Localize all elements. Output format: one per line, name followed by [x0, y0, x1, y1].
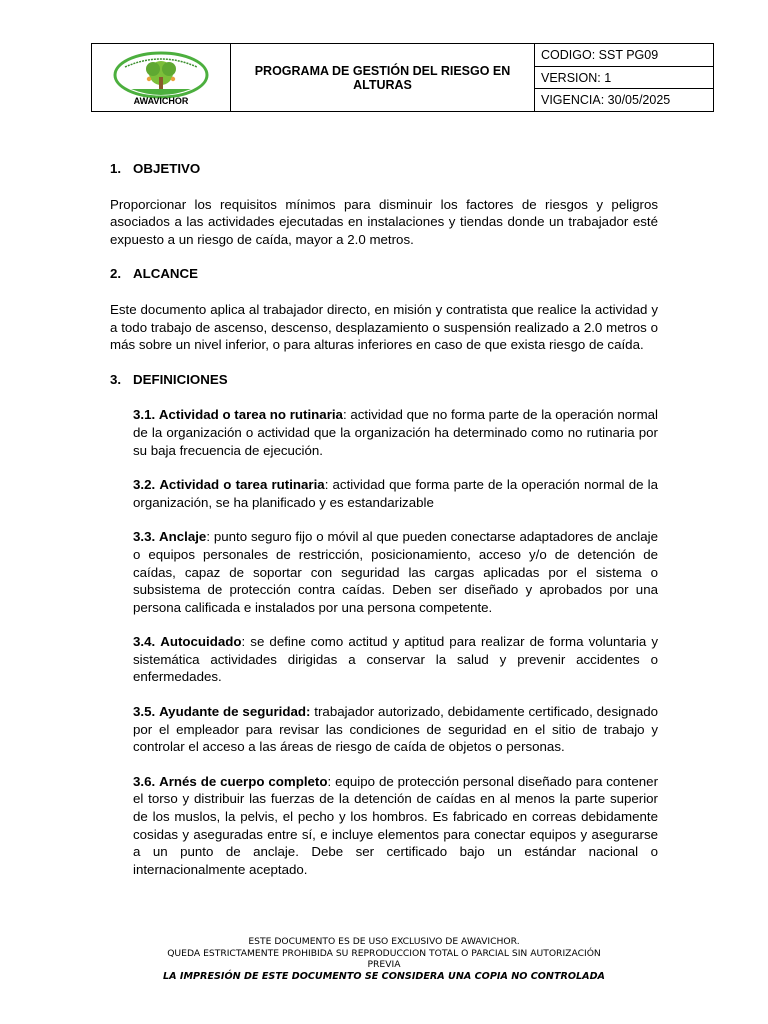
- footer-line: PREVIA: [367, 959, 401, 970]
- definition-item: 3.2. Actividad o tarea rutinaria: actividad que forma parte de la operación normal de la organización, se ha planificado y es estandarizable: [133, 477, 658, 510]
- section-heading-objetivo: 1. OBJETIVO: [110, 161, 201, 176]
- definition-item: 3.6. Arnés de cuerpo completo: equipo de protección personal diseñado para contener el torso y distribuir las fuerzas de la detención de caídas en al menos la parte superior de los muslos, la pelvis, el pecho y los hombros. Es fabricado en correas debidamente cosidas y aseguradas entre sí, e incluye elementos para conectar equipos y asegurarse a un punto de anclaje. Debe ser certificado bajo un estándar nacional o internacionalmente aceptado.: [133, 773, 658, 877]
- definition-item: 3.4. Autocuidado: se define como actitud y aptitud para realizar de forma voluntaria y sistemática actividades dirigidas a conservar la salud y prevenir accidentes o enfermedades.: [133, 634, 658, 685]
- definition-item: 3.1. Actividad o tarea no rutinaria: actividad que no forma parte de la operación normal de la organización o actividad que la organización ha determinado como no rutinaria por su baja frecuencia de ejecución.: [133, 407, 659, 458]
- version-field: VERSION: 1: [535, 67, 713, 90]
- definition-term: Actividad o tarea no rutinaria: [158, 407, 343, 423]
- logo-cell: [92, 44, 231, 111]
- section-heading-definiciones: 3. DEFINICIONES: [110, 371, 228, 387]
- footer-line: QUEDA ESTRICTAMENTE PROHIBIDA SU REPRODUCCION TOTAL O PARCIAL SIN AUTORIZACIÓN: [167, 947, 601, 959]
- document-header: [91, 43, 714, 112]
- definition-item: 3.3. Anclaje: punto seguro fijo o móvil al que pueden conectarse adaptadores de anclaje o equipos personales de restricción, posicionamiento, acceso y/o de detención de caídas, capaz de soportar con seguridad las cargas aplicadas por el sistema o subsistema de protección contra caídas. Deben ser diseñado y aprobados por una persona calificada e instalados por una persona competente.: [133, 529, 658, 615]
- definition-term: Arnés de cuerpo completo: [159, 773, 328, 789]
- document-title: PROGRAMA DE GESTIÓN DEL RIESGO EN ALTURAS: [231, 44, 535, 111]
- footer-copy-notice: LA IMPRESIÓN DE ESTE DOCUMENTO SE CONSIDERA UNA COPIA NO CONTROLADA: [163, 970, 605, 982]
- objetivo-paragraph: Proporcionar los requisitos mínimos para disminuir los factores de riesgos y peligros asociados a las actividades ejecutadas en instalaciones y tiendas donde un trabajador esté expuesto a un riesgo de caída, mayor a 2.0 metros.: [110, 196, 658, 247]
- document-footer: [0, 936, 768, 982]
- document-meta: [535, 44, 713, 111]
- definition-term: Ayudante de seguridad:: [159, 704, 311, 720]
- vigencia-field: VIGENCIA: 30/05/2025: [541, 93, 671, 108]
- codigo-field: CODIGO: SST PG09: [535, 44, 713, 67]
- alcance-paragraph: Este documento aplica al trabajador directo, en misión y contratista que realice la actividad y a todo trabajo de ascenso, descenso, desplazamiento o suspensión realizado a 2.0 metros o más sobre un nivel inferior, o para alturas inferiores en caso de que exista riesgo de caída.: [110, 301, 658, 353]
- footer-line: ESTE DOCUMENTO ES DE USO EXCLUSIVO DE AWAVICHOR.: [248, 936, 520, 947]
- definition-term: Actividad o tarea rutinaria: [159, 477, 325, 493]
- definition-term: Autocuidado: [160, 634, 242, 650]
- definition-item: 3.5. Ayudante de seguridad: trabajador autorizado, debidamente certificado, designado por el empleador para revisar las condiciones de seguridad en el sitio de trabajo y controlar el acceso a las áreas de riesgo de caída de objetos o personas.: [133, 704, 659, 755]
- section-heading-alcance: 2. ALCANCE: [110, 266, 199, 282]
- awavichor-logo: [111, 49, 211, 107]
- document-body: [110, 160, 658, 878]
- definition-term: Anclaje: [159, 529, 207, 545]
- logo-wordmark: AWAVICHOR: [133, 95, 189, 106]
